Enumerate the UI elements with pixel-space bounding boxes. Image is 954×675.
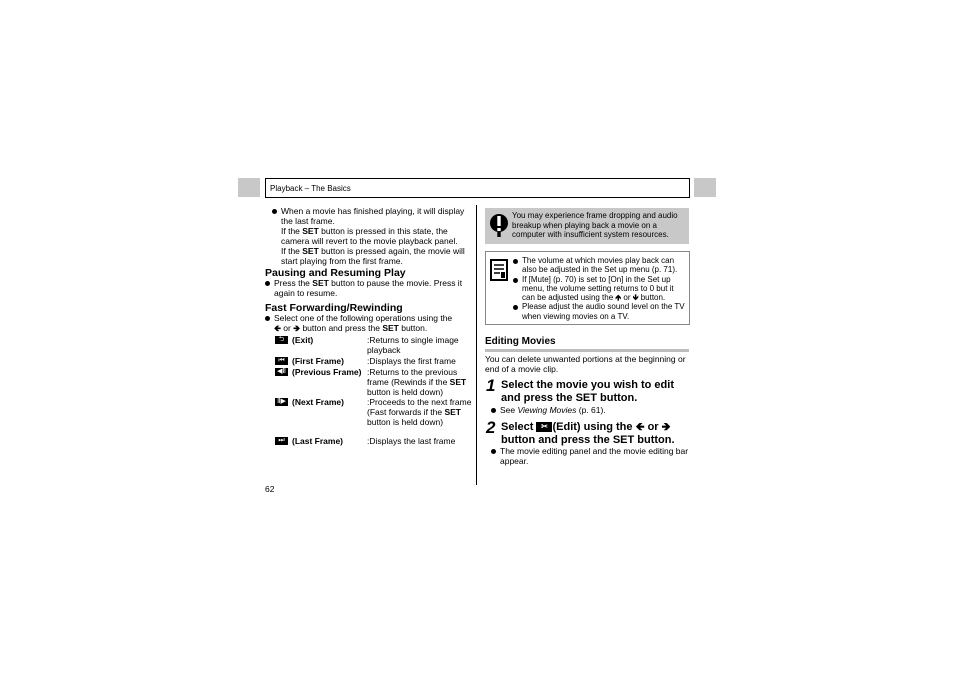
up-arrow-icon: 🡹	[615, 293, 622, 303]
note-2: If [Mute] (p. 70) is set to [On] in the Set up menu, the volume setting returns to 0 but it can be adjusted using the 🡹 or 🡻 button.	[513, 275, 685, 303]
last-frame-icon: ⏭	[275, 437, 288, 445]
control-desc: :Proceeds to the next frame (Fast forwards if the SET button is held down)	[367, 397, 472, 427]
bullet-icon	[513, 305, 518, 310]
intro-line-1: If the SET button is pressed in this state, the camera will revert to the movie playback panel.	[281, 226, 458, 246]
caution-icon	[489, 213, 509, 237]
left-arrow-icon: 🡸	[635, 421, 645, 433]
bullet-icon	[265, 316, 270, 321]
pausing-heading: Pausing and Resuming Play	[265, 267, 406, 279]
right-arrow-icon: 🡺	[293, 323, 301, 333]
section-title: Playback – The Basics	[270, 184, 351, 193]
first-frame-icon: ⏮	[275, 357, 288, 365]
bullet-icon	[265, 281, 270, 286]
page-number: 62	[265, 484, 275, 494]
section-header	[265, 178, 690, 198]
fast-forward-block: Select one of the following operations using the 🡸 or 🡺 button and press the SET button.	[265, 313, 470, 333]
caution-text: You may experience frame dropping and audio breakup when playing back a movie on a computer with insufficient system resources.	[512, 211, 678, 239]
control-name: (First Frame)	[292, 356, 344, 366]
intro-block	[272, 206, 470, 266]
down-arrow-icon: 🡻	[632, 293, 639, 303]
bullet-icon	[491, 449, 496, 454]
bullet-icon	[513, 259, 518, 264]
bullet-icon	[513, 278, 518, 283]
control-name: (Last Frame)	[292, 436, 344, 446]
pausing-block: Press the SET button to pause the movie. Press it again to resume.	[265, 278, 470, 298]
control-desc: :Returns to single image playback	[367, 335, 459, 355]
edit-icon: ✂	[536, 422, 552, 432]
right-page-tab	[694, 178, 716, 197]
intro-bullet-text: When a movie has finished playing, it will display the last frame.	[281, 206, 465, 226]
note-1: The volume at which movies play back can also be adjusted in the Set up menu (p. 71).	[513, 256, 685, 275]
control-desc: :Returns to the previous frame (Rewinds if the SET button is held down)	[367, 367, 467, 397]
exit-icon: ⮌	[275, 336, 288, 344]
control-desc: :Displays the last frame	[367, 436, 456, 446]
bullet-icon	[491, 408, 496, 413]
control-name: (Previous Frame)	[292, 367, 362, 377]
left-arrow-icon: 🡸	[274, 323, 281, 333]
control-name: (Next Frame)	[292, 397, 344, 407]
left-page-tab	[238, 178, 260, 197]
control-desc: :Displays the first frame	[367, 356, 456, 366]
editing-rule	[485, 349, 689, 352]
memo-icon	[490, 259, 508, 281]
step-2-number: 2	[486, 418, 496, 437]
editing-intro: You can delete unwanted portions at the beginning or end of a movie clip.	[485, 354, 686, 374]
step-1-number: 1	[486, 376, 496, 395]
step-2-note: The movie editing panel and the movie editing bar appear.	[491, 446, 689, 466]
fast-forward-heading: Fast Forwarding/Rewinding	[265, 302, 403, 314]
editing-heading: Editing Movies	[485, 336, 556, 347]
notes-box	[485, 251, 690, 325]
right-arrow-icon: 🡺	[661, 421, 671, 433]
bullet-icon	[272, 209, 277, 214]
step-2-text: Select ✂ (Edit) using the 🡸 or 🡺 button and press the SET button.	[501, 421, 675, 446]
note-3: Please adjust the audio sound level on the TV when viewing movies on a TV.	[513, 302, 685, 321]
control-name: (Exit)	[292, 335, 314, 345]
caution-box	[485, 208, 689, 244]
intro-line-2: If the SET button is pressed again, the movie will start playing from the first frame.	[281, 246, 465, 266]
next-frame-icon: Ⅱ▶	[275, 398, 288, 406]
previous-frame-icon: ◀Ⅱ	[275, 368, 288, 376]
step-1-note: See Viewing Movies (p. 61).	[491, 405, 689, 415]
step-1-text: Select the movie you wish to edit and press the SET button.	[501, 379, 674, 404]
